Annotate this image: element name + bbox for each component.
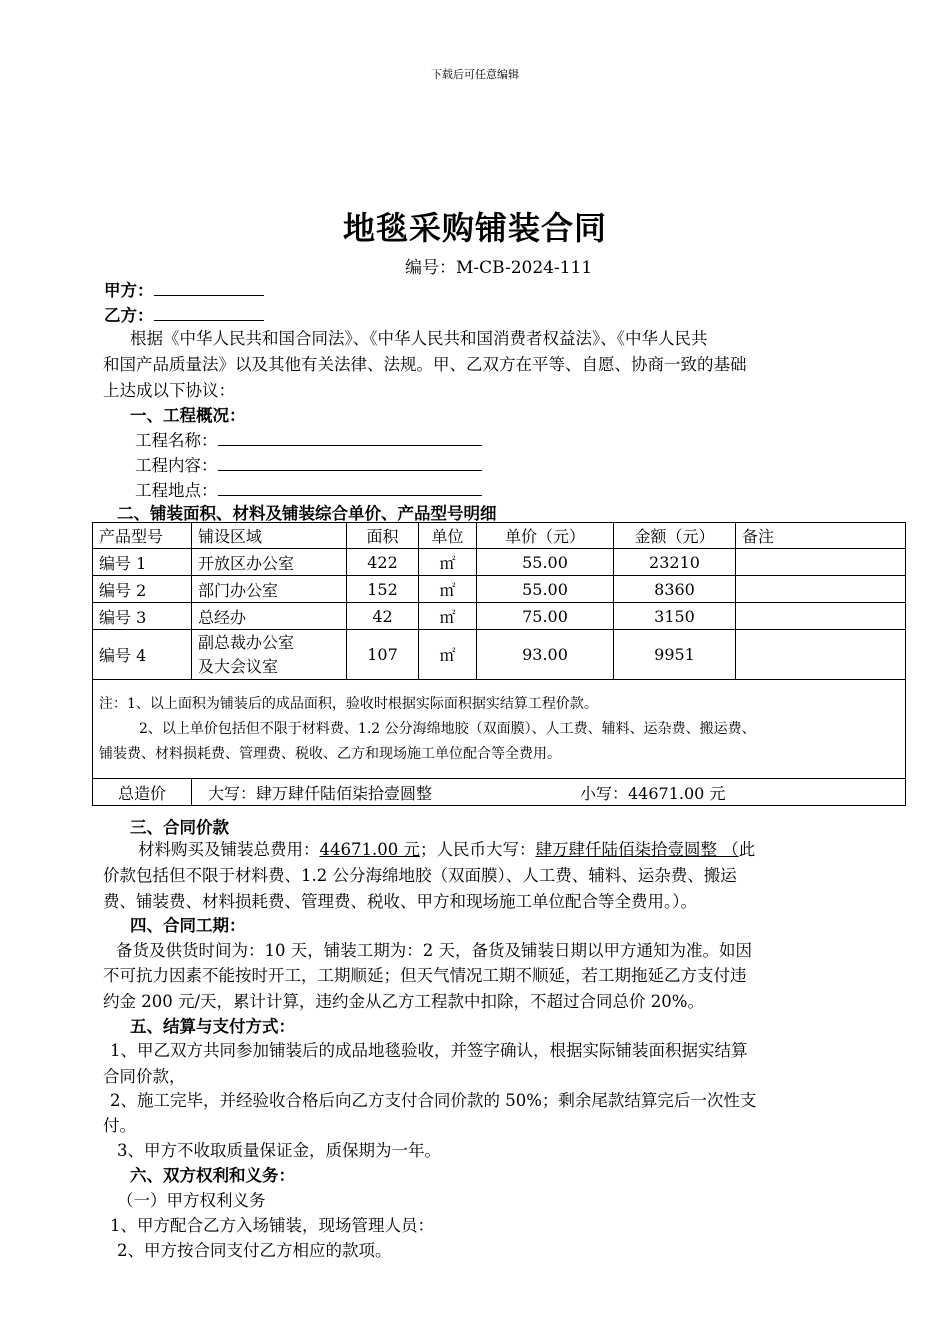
section-6-title: 六、双方权利和义务： xyxy=(130,1166,295,1185)
cell-area: 422 xyxy=(347,549,419,576)
cell-area-name: 开放区办公室 xyxy=(192,549,347,576)
cell-area: 107 xyxy=(347,630,419,680)
cell-price: 55.00 xyxy=(477,576,614,603)
cell-remark xyxy=(736,630,906,680)
cell-model: 编号 1 xyxy=(93,549,192,576)
project-location-blank[interactable] xyxy=(218,481,482,496)
cell-area: 42 xyxy=(347,603,419,630)
project-content-line xyxy=(135,452,482,476)
cell-unit: ㎡ xyxy=(419,549,477,576)
cell-remark xyxy=(736,549,906,576)
party-b-label: 乙方： xyxy=(104,306,154,325)
price-line-3: 费、铺装费、材料损耗费、管理费、税收、甲方和现场施工单位配合等全费用。）。 xyxy=(103,892,697,911)
payment-line-5: 3、甲方不收取质量保证金，质保期为一年。 xyxy=(117,1141,441,1160)
note-2: 2、以上单价包括但不限于材料费、1.2 公分海绵地胶（双面膜）、人工费、辅料、运杂费、搬运费、 xyxy=(139,720,756,737)
project-location-label: 工程地点： xyxy=(135,481,218,500)
duty-line-2: 2、甲方按合同支付乙方相应的款项。 xyxy=(117,1241,392,1260)
total-label: 总造价 xyxy=(93,779,192,806)
note-3: 铺装费、材料损耗费、管理费、税收、乙方和现场施工单位配合等全费用。 xyxy=(99,745,561,762)
table-notes-row xyxy=(93,680,906,779)
cell-unit: ㎡ xyxy=(419,603,477,630)
table-row xyxy=(93,549,906,576)
price-text-b: ；人民币大写： xyxy=(419,840,536,859)
price-text-c: 此 xyxy=(738,840,756,859)
th-area-name: 铺设区域 xyxy=(192,523,347,549)
section-2-title: 二、铺装面积、材料及铺装综合单价、产品型号明细 xyxy=(117,504,497,523)
party-b-blank[interactable] xyxy=(154,306,264,321)
cell-price: 93.00 xyxy=(477,630,614,680)
period-line-1: 备货及供货时间为：10 天，铺装工期为：2 天，备货及铺装日期以甲方通知为准。如因 xyxy=(116,941,752,960)
party-a-line xyxy=(104,277,264,301)
cell-amount: 23210 xyxy=(614,549,736,576)
th-model: 产品型号 xyxy=(93,523,192,549)
table-row xyxy=(93,576,906,603)
payment-line-2: 合同价款， xyxy=(103,1067,186,1086)
cell-model: 编号 2 xyxy=(93,576,192,603)
cell-price: 75.00 xyxy=(477,603,614,630)
price-line-2: 价款包括但不限于材料费、1.2 公分海绵地胶（双面膜）、人工费、辅料、运杂费、搬运 xyxy=(103,866,737,885)
cell-area-name xyxy=(192,630,347,680)
intro-line-2: 和国产品质量法》以及其他有关法律、法规。甲、乙双方在平等、自愿、协商一致的基础 xyxy=(103,355,747,374)
intro-line-1: 根据《中华人民共和国合同法》、《中华人民共和国消费者权益法》、《中华人民共 xyxy=(130,329,708,348)
cell-area-name: 部门办公室 xyxy=(192,576,347,603)
cell-unit: ㎡ xyxy=(419,576,477,603)
th-price: 单价（元） xyxy=(477,523,614,549)
cell-price: 55.00 xyxy=(477,549,614,576)
project-name-blank[interactable] xyxy=(218,431,482,446)
table-total-row xyxy=(93,779,906,806)
section-6-subtitle: （一）甲方权利义务 xyxy=(117,1191,266,1210)
cell-model: 编号 4 xyxy=(93,630,192,680)
document-title: 地毯采购铺装合同 xyxy=(342,209,607,247)
project-name-line xyxy=(135,427,482,451)
cell-remark xyxy=(736,576,906,603)
cell-area: 152 xyxy=(347,576,419,603)
party-a-blank[interactable] xyxy=(154,281,264,296)
cell-amount: 8360 xyxy=(614,576,736,603)
section-4-title: 四、合同工期： xyxy=(130,916,246,935)
project-content-label: 工程内容： xyxy=(135,456,218,475)
price-line-1 xyxy=(138,836,755,860)
party-a-label: 甲方： xyxy=(104,281,154,300)
area-name-line-2: 及大会议室 xyxy=(198,656,279,676)
cell-remark xyxy=(736,603,906,630)
payment-line-3: 2、施工完毕，并经验收合格后向乙方支付合同价款的 50%；剩余尾款结算完后一次性支 xyxy=(110,1091,757,1110)
cell-amount: 9951 xyxy=(614,630,736,680)
period-line-2: 不可抗力因素不能按时开工，工期顺延；但天气情况工期不顺延，若工期拖延乙方支付违 xyxy=(103,966,747,985)
table-row xyxy=(93,603,906,630)
section-1-title: 一、工程概况： xyxy=(130,406,246,425)
cell-area-name: 总经办 xyxy=(192,603,347,630)
party-b-line xyxy=(104,302,264,326)
total-lower: 小写：44671.00 元 xyxy=(580,783,726,803)
th-unit: 单位 xyxy=(419,523,477,549)
contract-number: 编号：M-CB-2024-111 xyxy=(405,258,593,278)
section-3-title: 三、合同价款 xyxy=(130,818,229,837)
price-amount: 44671.00 元 xyxy=(319,840,420,859)
section-5-title: 五、结算与支付方式： xyxy=(130,1017,295,1036)
th-area: 面积 xyxy=(347,523,419,549)
total-values xyxy=(192,779,906,806)
th-remark: 备注 xyxy=(736,523,906,549)
project-name-label: 工程名称： xyxy=(135,431,218,450)
intro-line-3: 上达成以下协议： xyxy=(103,381,235,400)
period-line-3: 约金 200 元/天，累计计算，违约金从乙方工程款中扣除，不超过合同总价 20%。 xyxy=(103,992,704,1011)
price-upper: 肆万肆仟陆佰柒拾壹圆整 （ xyxy=(535,840,739,859)
price-text-a: 材料购买及铺装总费用： xyxy=(138,840,320,859)
project-content-blank[interactable] xyxy=(218,456,482,471)
table-notes xyxy=(93,680,906,779)
page-header-note: 下载后可任意编辑 xyxy=(431,68,519,81)
spec-table xyxy=(92,522,906,806)
th-amount: 金额（元） xyxy=(614,523,736,549)
area-name-line-1: 副总裁办公室 xyxy=(198,632,295,652)
cell-unit: ㎡ xyxy=(419,630,477,680)
payment-line-1: 1、甲乙双方共同参加铺装后的成品地毯验收，并签字确认，根据实际铺装面积据实结算 xyxy=(110,1041,748,1060)
table-header-row xyxy=(93,523,906,549)
note-1: 注：1、以上面积为铺装后的成品面积，验收时根据实际面积据实结算工程价款。 xyxy=(99,695,598,712)
payment-line-4: 付。 xyxy=(103,1116,136,1135)
table-row xyxy=(93,630,906,680)
cell-amount: 3150 xyxy=(614,603,736,630)
duty-line-1: 1、甲方配合乙方入场铺装，现场管理人员： xyxy=(110,1216,434,1235)
cell-model: 编号 3 xyxy=(93,603,192,630)
project-location-line xyxy=(135,477,482,501)
total-upper: 大写：肆万肆仟陆佰柒拾壹圆整 xyxy=(208,783,433,803)
